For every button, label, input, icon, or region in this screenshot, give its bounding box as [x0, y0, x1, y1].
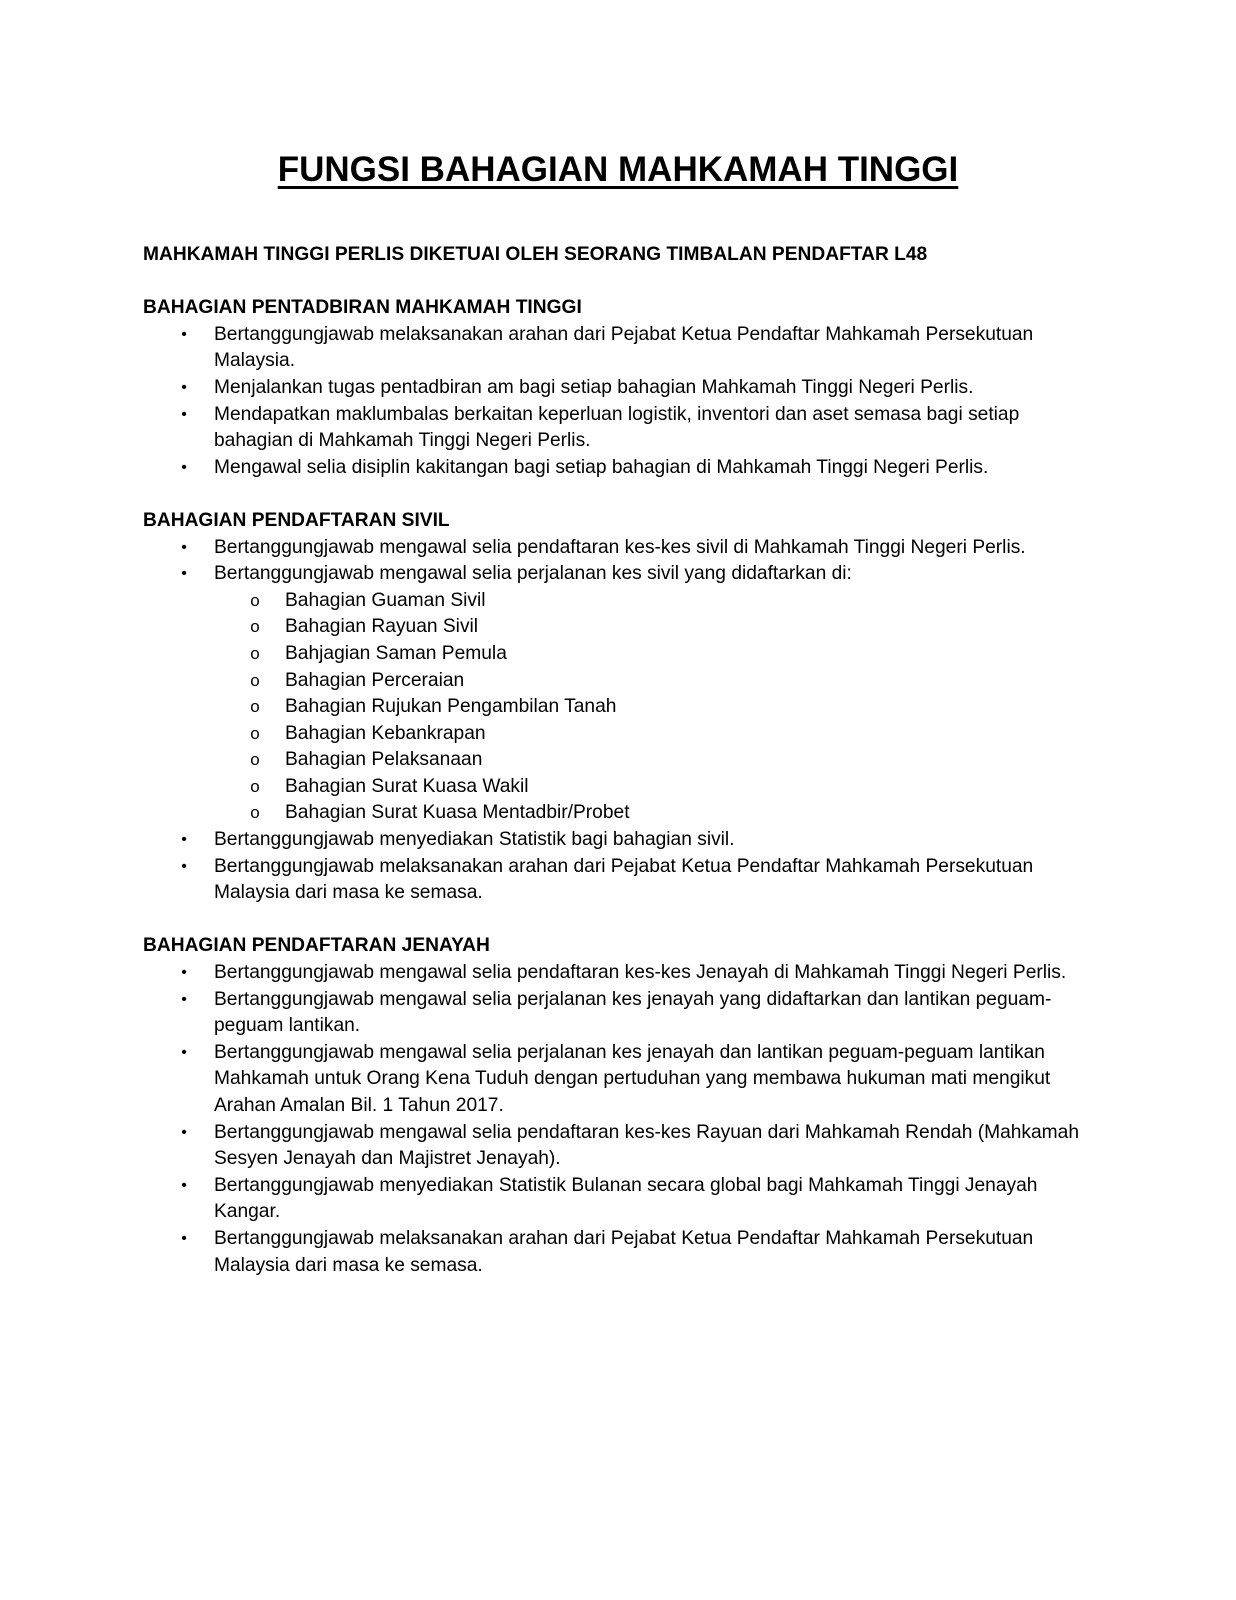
- circle-bullet-icon: o: [250, 697, 260, 717]
- sub-list-item: [214, 588, 1093, 615]
- circle-bullet-icon: o: [250, 803, 260, 823]
- list-item: [143, 854, 1093, 907]
- list-item: [143, 561, 1093, 827]
- section-pendaftaran-jenayah: [143, 933, 1093, 1279]
- list-item: [143, 322, 1093, 375]
- list-item: [143, 1226, 1093, 1279]
- bullet-list: [143, 960, 1093, 1279]
- list-item-text: Bertanggungjawab melaksanakan arahan dari Pejabat Ketua Pendaftar Mahkamah Persekutuan Malaysia.: [214, 323, 1034, 372]
- list-item-text: Bertanggungjawab menyediakan Statistik Bulanan secara global bagi Mahkamah Tinggi Jenayah Kangar.: [214, 1174, 1038, 1223]
- list-item: [143, 375, 1093, 402]
- document-body: [143, 242, 1093, 1306]
- section-heading: BAHAGIAN PENDAFTARAN SIVIL: [143, 509, 450, 531]
- section-heading: BAHAGIAN PENDAFTARAN JENAYAH: [143, 935, 490, 957]
- page-title: FUNGSI BAHAGIAN MAHKAMAH TINGGI: [277, 150, 959, 189]
- bullet-list: [143, 322, 1093, 482]
- sub-list-item: [214, 747, 1093, 774]
- sub-list-item-text: Bahagian Surat Kuasa Wakil: [285, 775, 529, 797]
- sub-list-item-text: Bahagian Rayuan Sivil: [285, 616, 479, 638]
- sub-list-item-text: Bahagian Surat Kuasa Mentadbir/Probet: [285, 802, 630, 824]
- sub-list: [214, 588, 1093, 827]
- bullet-icon: •: [181, 405, 187, 423]
- sub-list-item-text: Bahagian Pelaksanaan: [285, 749, 483, 771]
- list-item-text: Bertanggungjawab mengawal selia pendaftaran kes-kes Rayuan dari Mahkamah Rendah (Mahkamah Sesyen Jenayah dan Majistret Jenayah).: [214, 1121, 1080, 1170]
- bullet-icon: •: [181, 1176, 187, 1194]
- bullet-icon: •: [181, 325, 187, 343]
- circle-bullet-icon: o: [250, 723, 260, 743]
- list-item-text: Mengawal selia disiplin kakitangan bagi setiap bahagian di Mahkamah Tinggi Negeri Perlis.: [214, 456, 989, 478]
- list-item-text: Menjalankan tugas pentadbiran am bagi setiap bahagian Mahkamah Tinggi Negeri Perlis.: [214, 376, 974, 398]
- bullet-icon: •: [181, 964, 187, 982]
- sub-list-item-text: Bahagian Perceraian: [285, 669, 465, 691]
- sub-list-item-text: Bahjagian Saman Pemula: [285, 642, 507, 664]
- list-item-text: Bertanggungjawab menyediakan Statistik bagi bahagian sivil.: [214, 829, 735, 851]
- sub-list-item: [214, 721, 1093, 748]
- list-item: [143, 1173, 1093, 1226]
- list-item: [143, 402, 1093, 455]
- bullet-icon: •: [181, 458, 187, 476]
- list-item: [143, 987, 1093, 1040]
- list-item-text: Bertanggungjawab mengawal selia pendaftaran kes-kes sivil di Mahkamah Tinggi Negeri Perlis.: [214, 536, 1026, 558]
- sub-list-item: [214, 668, 1093, 695]
- list-item-text: Bertanggungjawab melaksanakan arahan dari Pejabat Ketua Pendaftar Mahkamah Persekutuan Malaysia dari masa ke semasa.: [214, 1227, 1034, 1276]
- bullet-list: [143, 535, 1093, 907]
- sub-list-item: [214, 641, 1093, 668]
- circle-bullet-icon: o: [250, 590, 260, 610]
- list-item: [143, 960, 1093, 987]
- circle-bullet-icon: o: [250, 750, 260, 770]
- sub-list-item-text: Bahagian Rujukan Pengambilan Tanah: [285, 696, 617, 718]
- sub-list-item-text: Bahagian Guaman Sivil: [285, 589, 486, 611]
- circle-bullet-icon: o: [250, 776, 260, 796]
- bullet-icon: •: [181, 1043, 187, 1061]
- bullet-icon: •: [181, 538, 187, 556]
- sub-list-item: [214, 614, 1093, 641]
- sub-list-item: [214, 694, 1093, 721]
- list-item: [143, 1040, 1093, 1120]
- list-item: [143, 827, 1093, 854]
- list-item-text: Bertanggungjawab mengawal selia perjalanan kes jenayah dan lantikan peguam-peguam lantikan Mahkamah untuk Orang Kena Tuduh dengan pertuduhan yang membawa hukuman mati mengikut Arahan Amalan Bil. 1 Tahun 2017.: [214, 1041, 1051, 1116]
- circle-bullet-icon: o: [250, 670, 260, 690]
- section-pendaftaran-sivil: [143, 508, 1093, 907]
- bullet-icon: •: [181, 1229, 187, 1247]
- list-item: [143, 535, 1093, 562]
- circle-bullet-icon: o: [250, 617, 260, 637]
- bullet-icon: •: [181, 857, 187, 875]
- section-heading: BAHAGIAN PENTADBIRAN MAHKAMAH TINGGI: [143, 297, 582, 319]
- list-item-text: Bertanggungjawab mengawal selia perjalanan kes sivil yang didaftarkan di:: [214, 563, 852, 585]
- bullet-icon: •: [181, 1123, 187, 1141]
- list-item-text: Bertanggungjawab melaksanakan arahan dari Pejabat Ketua Pendaftar Mahkamah Persekutuan Malaysia dari masa ke semasa.: [214, 855, 1034, 904]
- list-item: [143, 1120, 1093, 1173]
- list-item: [143, 455, 1093, 482]
- list-item-text: Bertanggungjawab mengawal selia pendaftaran kes-kes Jenayah di Mahkamah Tinggi Negeri Perlis.: [214, 962, 1067, 984]
- bullet-icon: •: [181, 990, 187, 1008]
- sub-list-item: [214, 774, 1093, 801]
- section-pentadbiran: [143, 295, 1093, 481]
- bullet-icon: •: [181, 565, 187, 583]
- circle-bullet-icon: o: [250, 643, 260, 663]
- list-item-text: Bertanggungjawab mengawal selia perjalanan kes jenayah yang didaftarkan dan lantikan peguam-peguam lantikan.: [214, 988, 1052, 1037]
- sub-list-item: [214, 800, 1093, 827]
- sub-list-item-text: Bahagian Kebankrapan: [285, 722, 486, 744]
- bullet-icon: •: [181, 831, 187, 849]
- list-item-text: Mendapatkan maklumbalas berkaitan keperluan logistik, inventori dan aset semasa bagi setiap bahagian di Mahkamah Tinggi Negeri Perlis.: [214, 403, 1020, 452]
- bullet-icon: •: [181, 378, 187, 396]
- lead-heading: MAHKAMAH TINGGI PERLIS DIKETUAI OLEH SEORANG TIMBALAN PENDAFTAR L48: [143, 244, 928, 265]
